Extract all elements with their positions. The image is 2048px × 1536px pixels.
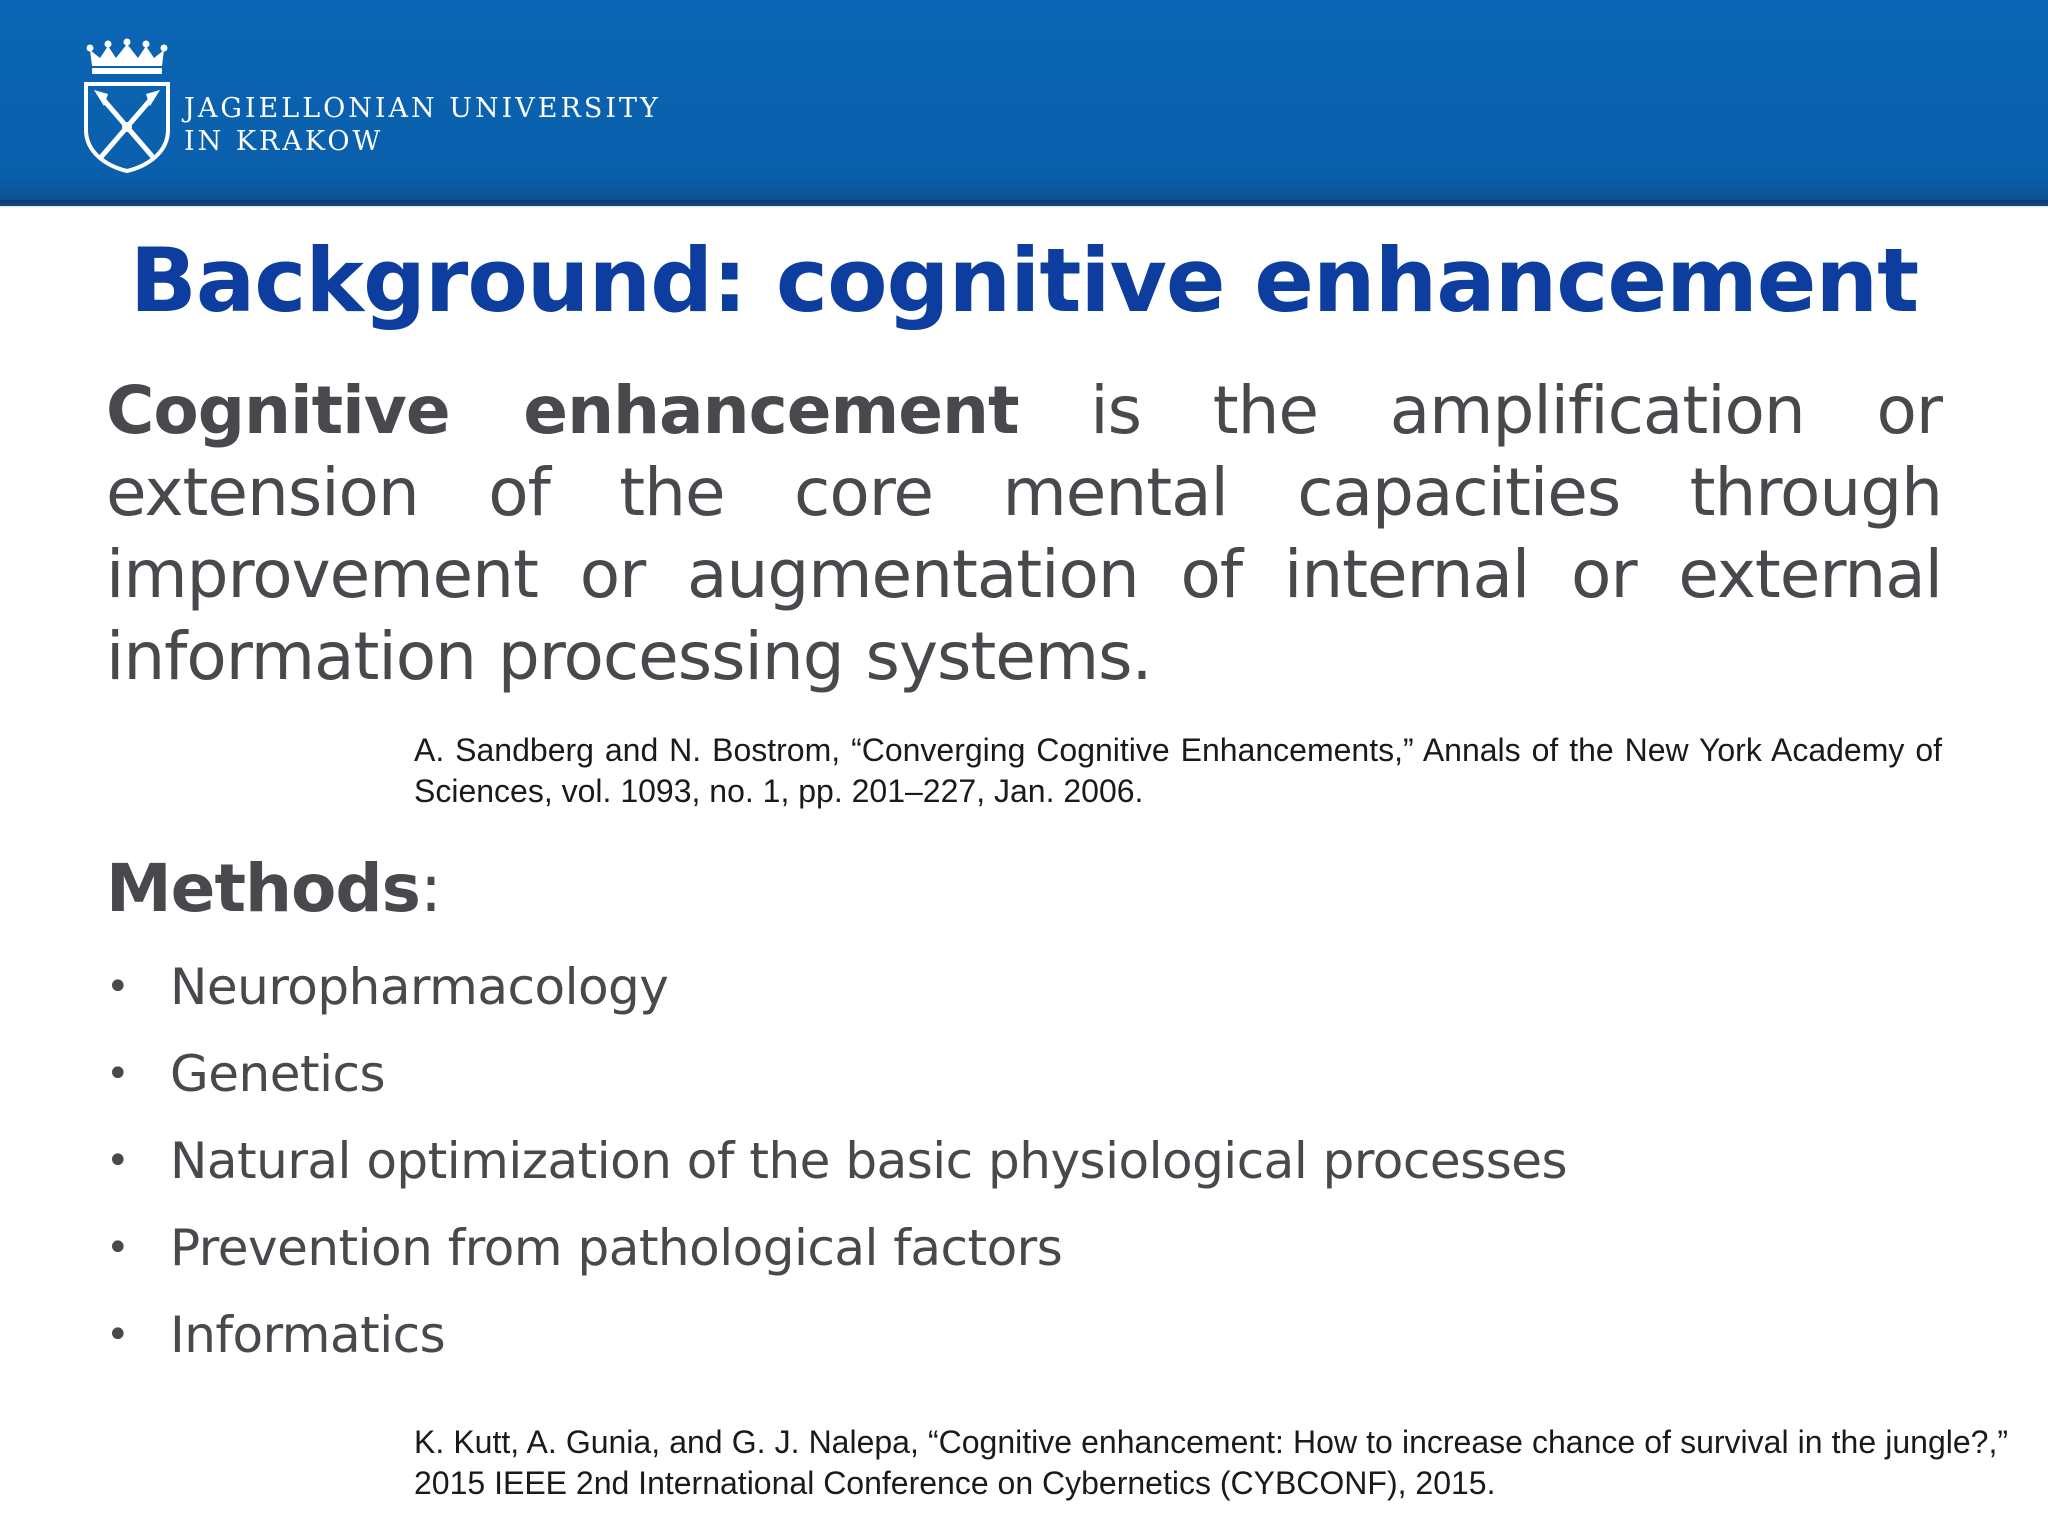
methods-list [106,944,1567,1379]
definition-text: is the amplification or extension of the core mental capacities through improvement or augmentation of internal or external information processing systems. [106,372,1942,695]
header-shadow [0,200,2048,208]
methods-list-item [106,1118,1567,1205]
bullet-icon: • [106,1051,130,1097]
methods-item-label: Natural optimization of the basic physiological processes [170,1132,1568,1190]
university-name [184,92,661,158]
methods-item-label: Prevention from pathological factors [170,1219,1063,1277]
bullet-icon: • [106,1138,130,1184]
university-logo-icon [82,38,172,173]
bullet-icon: • [106,1225,130,1271]
bullet-icon: • [106,964,130,1010]
methods-heading-colon: : [419,850,442,927]
citation-kutt-gunia-nalepa: K. Kutt, A. Gunia, and G. J. Nalepa, “Cognitive enhancement: How to increase chance of survival in the jungle?,” 2015 IEEE 2nd International Conference on Cybernetics (CYBCONF), 2015. [414,1424,2008,1501]
methods-list-item [106,1292,1567,1379]
methods-item-label: Genetics [170,1045,385,1103]
university-name-line-1: JAGIELLONIAN UNIVERSITY [184,93,661,124]
university-name-line-2: IN KRAKOW [184,126,384,157]
methods-item-label: Informatics [170,1306,446,1364]
methods-heading [106,848,441,930]
citation-sandberg-bostrom: A. Sandberg and N. Bostrom, “Converging Cognitive Enhancements,” Annals of the New York Academy of Sciences, vol. 1093, no. 1, pp. 201–227, Jan. 2006. [414,732,1942,809]
bullet-icon: • [106,1312,130,1358]
slide-title: Background: cognitive enhancement [129,229,1919,332]
methods-list-item [106,944,1567,1031]
methods-heading-text: Methods [106,850,420,927]
methods-list-item [106,1205,1567,1292]
definition-term: Cognitive enhancement [106,372,1019,449]
methods-list-item [106,1031,1567,1118]
definition-paragraph [106,370,1942,698]
methods-item-label: Neuropharmacology [170,958,669,1016]
